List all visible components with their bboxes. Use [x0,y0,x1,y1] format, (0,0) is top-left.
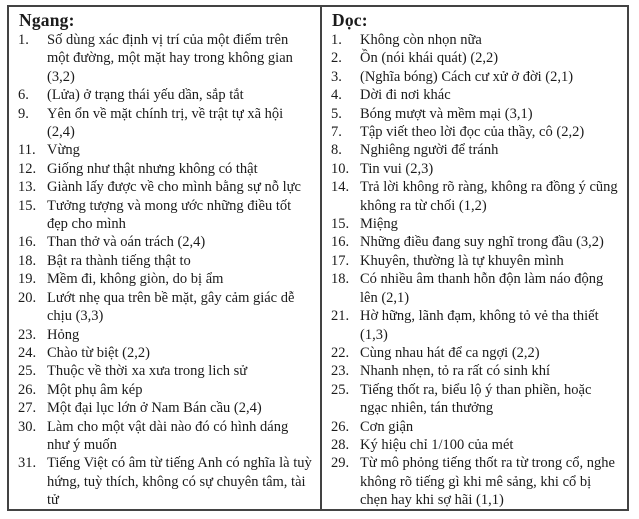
clue-number: 3. [331,68,342,85]
clue-text: Chào từ biệt (2,2) [47,344,150,361]
clue-number: 15. [331,216,350,233]
clue-number: 25. [331,381,350,398]
clue-number: 16. [331,234,350,251]
clue-text: Nghiêng người để tránh [360,142,499,159]
clue-text: Số dùng xác định vị trí của một điểm trên một đường, một mặt hay trong không gian (3,2) [47,32,293,85]
clue-item [331,68,621,86]
clue-text: (Lửa) ở trạng thái yếu dần, sắp tắt [47,87,244,104]
clue-number: 31. [18,455,37,472]
clue-item [18,197,314,234]
clue-item [331,178,621,215]
clue-item [331,436,621,454]
clue-number: 24. [18,344,37,361]
clue-text: Thuộc về thời xa xưa trong lich sử [47,363,248,380]
clue-item [18,233,314,251]
clue-text: Lướt nhẹ qua trên bề mặt, gây cảm giác dễ chịu (3,3) [47,289,295,325]
clue-text: Ồn (nói khái quát) (2,2) [360,50,499,67]
clue-item [331,141,621,159]
clue-text: (Nghĩa bóng) Cách cư xử ở đời (2,1) [360,68,574,85]
clue-item [18,418,314,455]
clue-number: 28. [331,436,350,453]
clue-text: Làm cho một vật dài nào đó có hình dáng như ý muốn [47,418,289,453]
clue-text: Mềm đi, không giòn, do bị ẩm [47,271,224,288]
clue-number: 1. [331,32,342,48]
clue-item [331,252,621,270]
clue-text: Trả lời không rõ ràng, không ra đồng ý cũng không ra từ chối (1,2) [360,179,618,214]
clue-item [331,362,621,380]
clue-item [331,418,621,436]
clue-number: 17. [331,252,350,269]
clue-item [18,362,314,380]
clue-text: Yên ổn về mặt chính trị, về trật tự xã hội (2,4) [47,105,284,141]
clue-item [18,178,314,196]
clue-item [18,105,314,142]
clue-number: 10. [331,160,350,177]
clue-number: 12. [18,160,37,177]
clue-item [18,31,314,86]
clue-number: 26. [18,381,37,398]
clue-number: 9. [18,105,29,122]
clue-text: Bóng mượt và mềm mại (3,1) [360,105,533,122]
clue-text: Cùng nhau hát để ca ngợi (2,2) [360,344,540,361]
clue-number: 18. [331,271,350,288]
clue-text: Một đại lục lớn ở Nam Bán cầu (2,4) [47,400,262,417]
crossword-clues-table [7,5,629,511]
clue-text: Không còn nhọn nữa [360,32,482,48]
clue-text: Hờ hững, lãnh đạm, không tỏ vẻ tha thiết (1,3) [360,308,599,343]
clue-item [18,270,314,288]
clue-item [331,123,621,141]
clue-number: 27. [18,400,37,417]
clue-item [18,289,314,326]
clue-text: Từ mô phỏng tiếng thốt ra từ trong cổ, nghe không rõ tiếng gì khi mê sảng, khi cổ bị chẹn hay khi sợ hãi (1,1) [360,455,615,509]
clue-text: Tiếng Việt có âm từ tiếng Anh có nghĩa là tuỳ hứng, tuỳ thích, không có sự chuyên tâm, tài tử [47,455,312,509]
clue-item [18,381,314,399]
clue-text: Tin vui (2,3) [360,160,434,177]
clue-item [331,31,621,49]
clue-item [18,454,314,509]
clue-text: Nhanh nhẹn, tỏ ra rất có sinh khí [360,363,551,380]
clue-item [18,252,314,270]
clue-text: Khuyên, thường là tự khuyên mình [360,252,564,269]
clue-text: Dời đi nơi khác [360,87,451,104]
clue-number: 5. [331,105,342,122]
clue-number: 11. [18,142,36,159]
clue-text: Có nhiều âm thanh hỗn độn làm náo động lên (2,1) [360,271,604,306]
clue-number: 26. [331,418,350,435]
clue-item [18,344,314,362]
clue-text: Cơn giận [360,418,414,435]
clue-text: Ký hiệu chỉ 1/100 của mét [360,436,514,453]
clue-text: Hỏng [47,326,80,343]
clue-number: 4. [331,87,342,104]
clue-item [331,454,621,509]
clue-number: 25. [18,363,37,380]
clue-number: 23. [331,363,350,380]
clue-number: 7. [331,124,342,141]
clue-item [331,381,621,418]
clue-number: 14. [331,179,350,196]
clue-number: 30. [18,418,37,435]
clue-item [331,233,621,251]
across-clue-list [18,31,314,509]
clue-number: 23. [18,326,37,343]
clue-item [18,399,314,417]
clue-number: 22. [331,344,350,361]
clue-number: 1. [18,32,29,48]
clue-text: Vừng [47,142,80,159]
down-header: Dọc: [332,10,368,30]
clue-text: Giành lấy được về cho mình bằng sự nỗ lực [47,179,301,196]
down-clue-list [331,31,621,509]
clue-number: 21. [331,308,350,325]
clue-number: 8. [331,142,342,159]
clue-text: Tưởng tượng và mong ước những điều tốt đẹp cho mình [47,197,292,233]
clue-item [331,344,621,362]
clue-item [18,141,314,159]
clue-item [331,307,621,344]
clue-item [331,49,621,67]
clue-text: Tiếng thốt ra, biểu lộ ý than phiền, hoặc ngạc nhiên, tán thưởng [360,381,592,417]
clue-number: 15. [18,197,37,214]
clue-item [18,326,314,344]
clue-number: 18. [18,252,37,269]
down-column [320,7,627,509]
clue-number: 29. [331,455,350,472]
clue-item [331,160,621,178]
across-column [9,7,320,509]
clue-text: Một phụ âm kép [47,381,143,398]
clue-number: 20. [18,289,37,306]
clue-text: Những điều đang suy nghĩ trong đầu (3,2) [360,234,604,251]
clue-number: 6. [18,87,29,104]
clue-number: 16. [18,234,37,251]
clue-item [18,160,314,178]
clue-number: 13. [18,179,37,196]
clue-text: Miệng [360,216,398,233]
clue-text: Giống như thật nhưng không có thật [47,160,258,177]
clue-text: Than thở và oán trách (2,4) [47,234,206,251]
clue-item [331,215,621,233]
clue-number: 19. [18,271,37,288]
clue-item [331,270,621,307]
clue-item [331,86,621,104]
across-header: Ngang: [19,10,75,30]
clue-text: Tập viết theo lời đọc của thầy, cô (2,2) [360,124,585,141]
clue-item [331,105,621,123]
clue-text: Bật ra thành tiếng thật to [47,252,191,269]
clue-item [18,86,314,104]
clue-number: 2. [331,50,342,67]
